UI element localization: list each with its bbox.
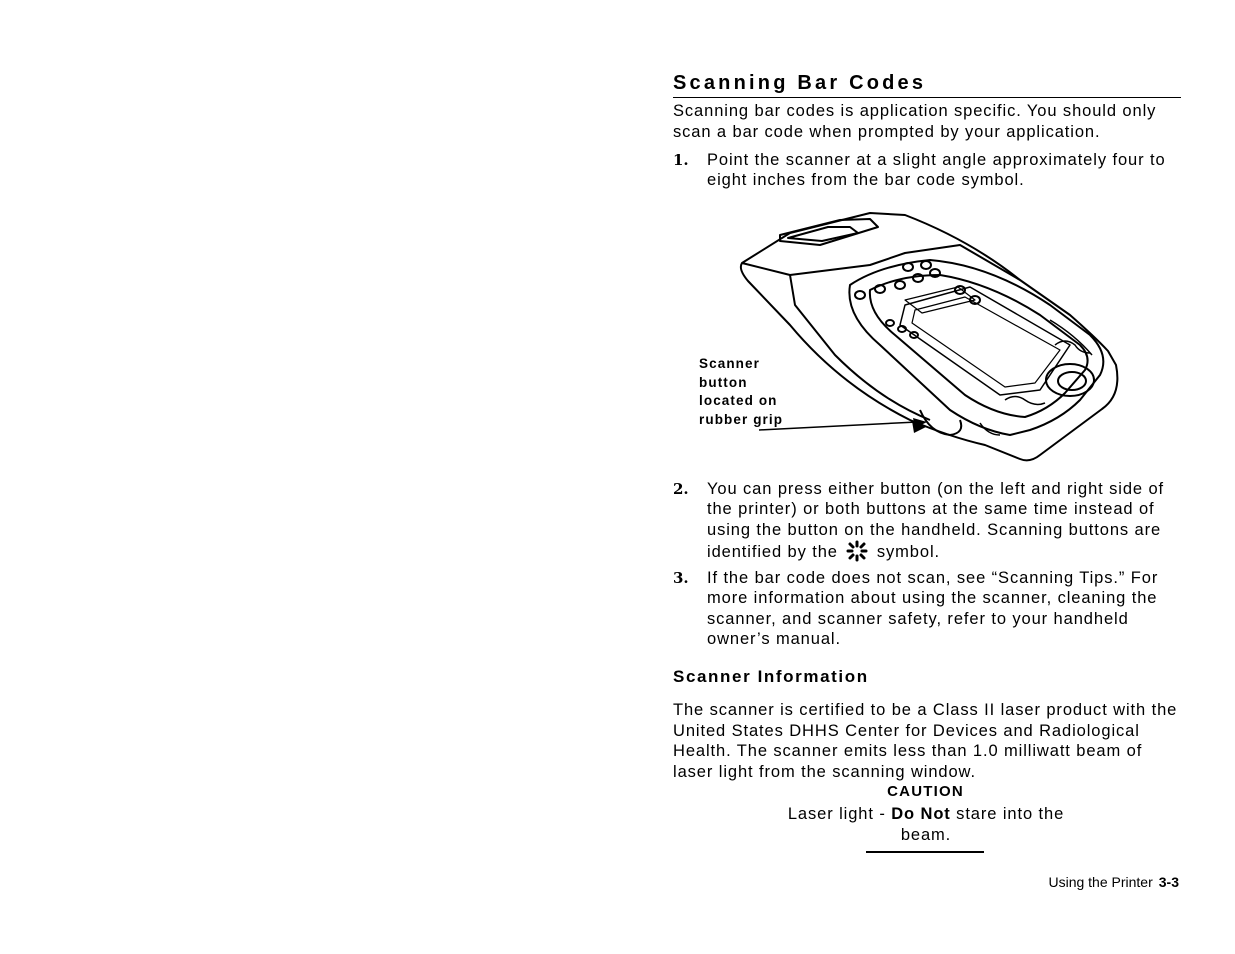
scanner-info-title: Scanner Information <box>673 667 869 686</box>
caution-rule <box>866 851 984 853</box>
intro-paragraph: Scanning bar codes is application specific. You should only scan a bar code when prompted by your application. <box>673 102 1157 141</box>
page-footer <box>950 873 1179 891</box>
caution-text: Laser light - Do Not stare into the beam. <box>787 805 1065 844</box>
scanner-info-body: The scanner is certified to be a Class II laser product with the United States DHHS Center for Devices and Radiological Health. The scanner emits less than 1.0 milliwatt beam of laser light from the scanning window. <box>673 701 1178 781</box>
step-number: 1. <box>673 151 689 169</box>
scan-symbol-icon <box>845 540 869 562</box>
footer-label: Using the Printer <box>1048 874 1153 890</box>
step-text: If the bar code does not scan, see “Scanning Tips.” For more information about using the scanner, cleaning the scanner, and scanner safety, refer to your handheld owner’s manual. <box>707 569 1159 648</box>
page-number: 3-3 <box>1158 874 1179 890</box>
step-text: You can press either button (on the left and right side of the printer) or both buttons at the same time instead of using the button on the handheld. Scanning buttons are identified by the symbol. <box>707 480 1165 561</box>
section-title: Scanning Bar Codes <box>673 71 1181 98</box>
figure-callout: Scanner button located on rubber grip <box>699 356 784 427</box>
caution-emphasis: Do Not <box>891 805 951 823</box>
step-number: 2. <box>673 480 689 498</box>
step-2 <box>673 479 1183 562</box>
step-3 <box>673 568 1183 649</box>
step-text: Point the scanner at a slight angle approximately four to eight inches from the bar code symbol. <box>707 151 1166 190</box>
callout-leader-line <box>755 418 930 434</box>
step-number: 3. <box>673 569 689 587</box>
step-1 <box>673 150 1183 191</box>
caution-title: CAUTION <box>887 783 964 800</box>
